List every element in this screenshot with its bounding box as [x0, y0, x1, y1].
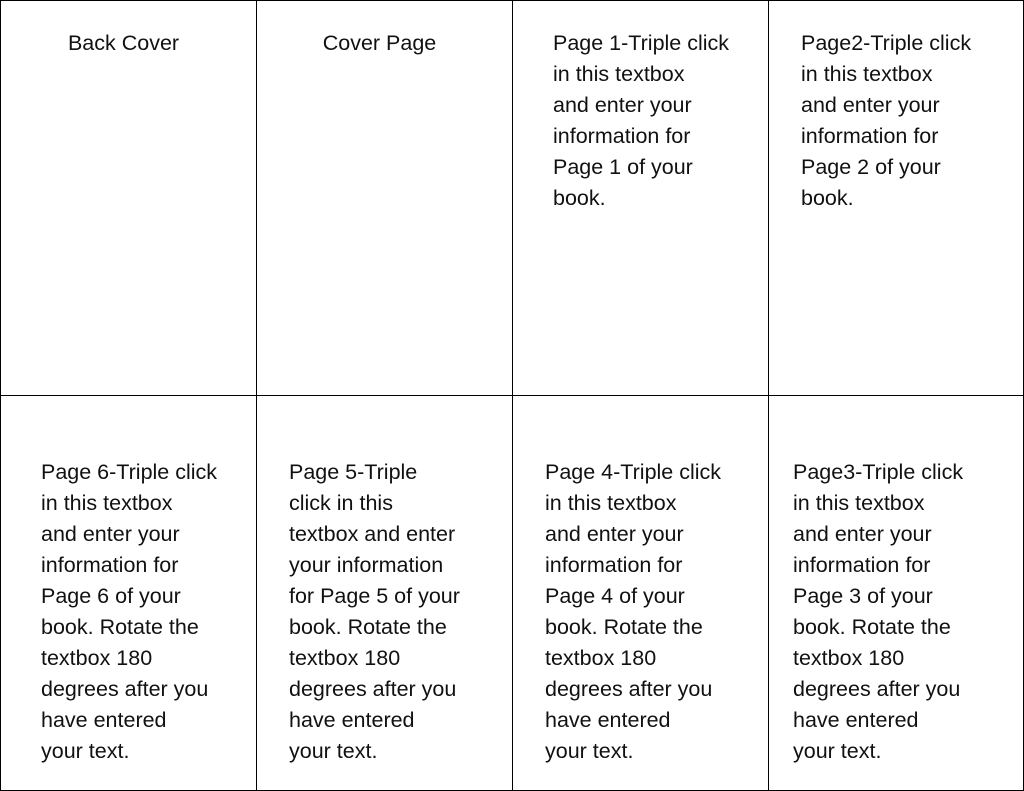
page1-textbox[interactable]: Page 1-Triple click in this textbox and enter your information for Page 1 of your book.: [553, 31, 730, 210]
grid-line-middle: [0, 395, 1024, 396]
page3-textbox[interactable]: Page3-Triple click in this textbox and enter your information for Page 3 of your book. Rotate the textbox 180 degrees after you have entered your text.: [793, 460, 964, 763]
page6-textbox[interactable]: Page 6-Triple click in this textbox and enter your information for Page 6 of your book. Rotate the textbox 180 degrees after you have entered your text.: [41, 460, 218, 763]
back-cover-label: Back Cover: [67, 31, 180, 55]
page2-textbox[interactable]: Page2-Triple click in this textbox and enter your information for Page 2 of your book.: [801, 31, 972, 210]
page4-textbox[interactable]: Page 4-Triple click in this textbox and enter your information for Page 4 of your book. Rotate the textbox 180 degrees after you have entered your text.: [545, 460, 722, 763]
cover-page-label: Cover Page: [322, 31, 437, 55]
page5-textbox[interactable]: Page 5-Triple click in this textbox and enter your information for Page 5 of your book. Rotate the textbox 180 degrees after you have entered your text.: [289, 460, 460, 763]
grid-line-top: [0, 0, 1024, 1]
